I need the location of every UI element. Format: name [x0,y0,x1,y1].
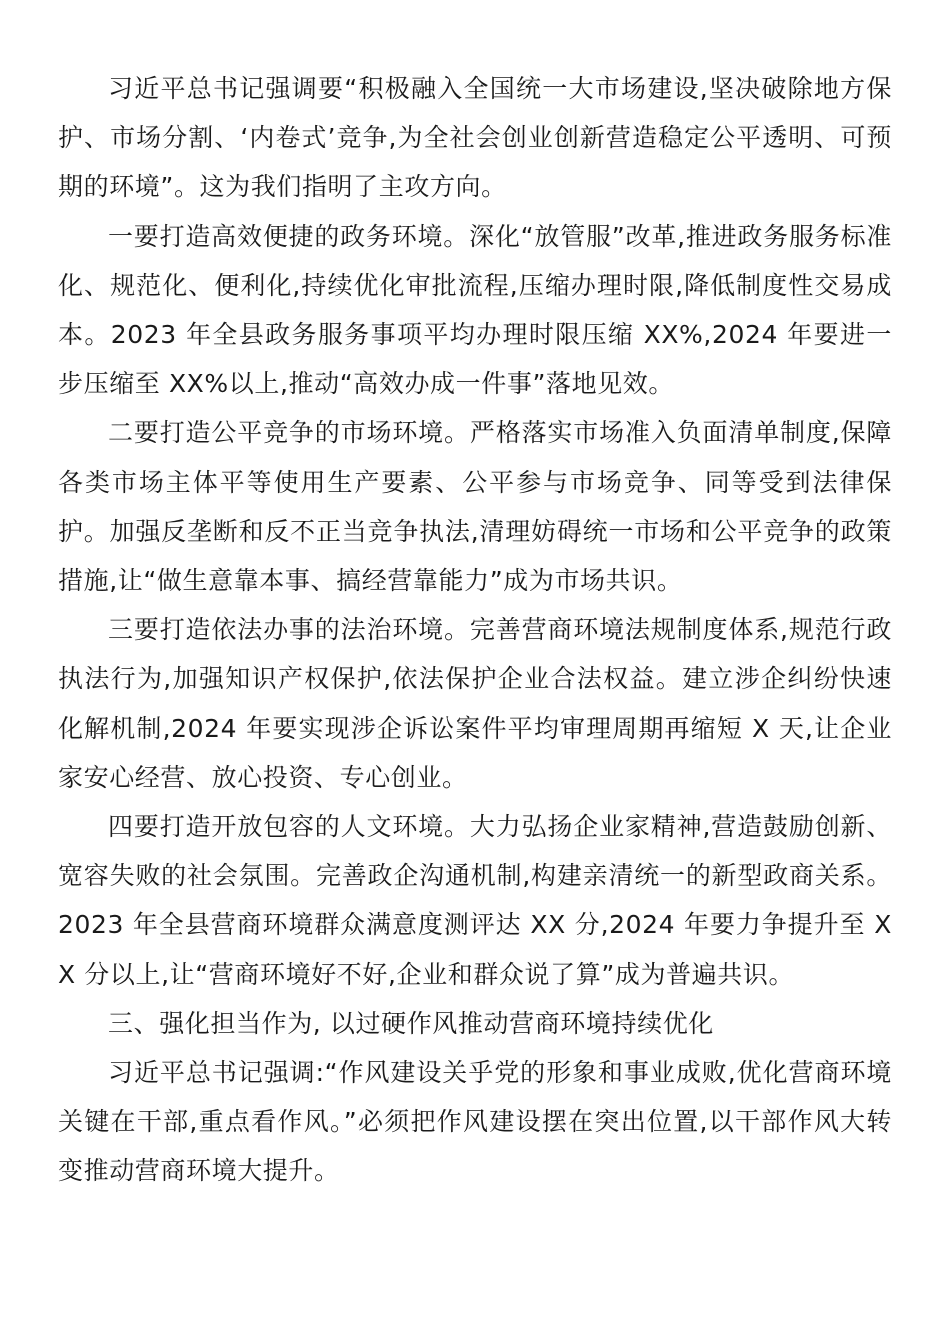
paragraph-closing: 习近平总书记强调:“作风建设关乎党的形象和事业成败,优化营商环境关键在干部,重点看作风。”必须把作风建设摆在突出位置,以干部作风大转变推动营商环境大提升。 [58,1058,892,1186]
paragraph-legal-environment: 三要打造依法办事的法治环境。完善营商环境法规制度体系,规范行政执法行为,加强知识产权保护,依法保护企业合法权益。建立涉企纠纷快速化解机制,2024 年要实现涉企诉讼案件平均审理周期再缩短 X 天,让企业家安心经营、放心投资、专心创业。 [58,615,892,792]
paragraph-government-environment: 一要打造高效便捷的政务环境。深化“放管服”改革,推进政务服务标准化、规范化、便利化,持续优化审批流程,压缩办理时限,降低制度性交易成本。2023 年全县政务服务事项平均办理时限压缩 XX%,2024 年要进一步压缩至 XX%以上,推动“高效办成一件事”落地见效。 [58,221,892,399]
paragraph-cultural-environment: 四要打造开放包容的人文环境。大力弘扬企业家精神,营造鼓励创新、宽容失败的社会氛围。完善政企沟通机制,构建亲清统一的新型政商关系。2023 年全县营商环境群众满意度测评达 XX 分,2024 年要力争提升至 XX 分以上,让“营商环境好不好,企业和群众说了算”成为普遍共识。 [58,812,892,989]
section-heading: 三、强化担当作为, 以过硬作风推动营商环境持续优化 [108,1008,714,1038]
paragraph-market-environment: 二要打造公平竞争的市场环境。严格落实市场准入负面清单制度,保障各类市场主体平等使用生产要素、公平参与市场竞争、同等受到法律保护。加强反垄断和反不正当竞争执法,清理妨碍统一市场和公平竞争的政策措施,让“做生意靠本事、搞经营靠能力”成为市场共识。 [58,418,892,596]
paragraph-intro: 习近平总书记强调要“积极融入全国统一大市场建设,坚决破除地方保护、市场分割、‘内卷式’竞争,为全社会创业创新营造稳定公平透明、可预期的环境”。这为我们指明了主攻方向。 [58,74,892,202]
